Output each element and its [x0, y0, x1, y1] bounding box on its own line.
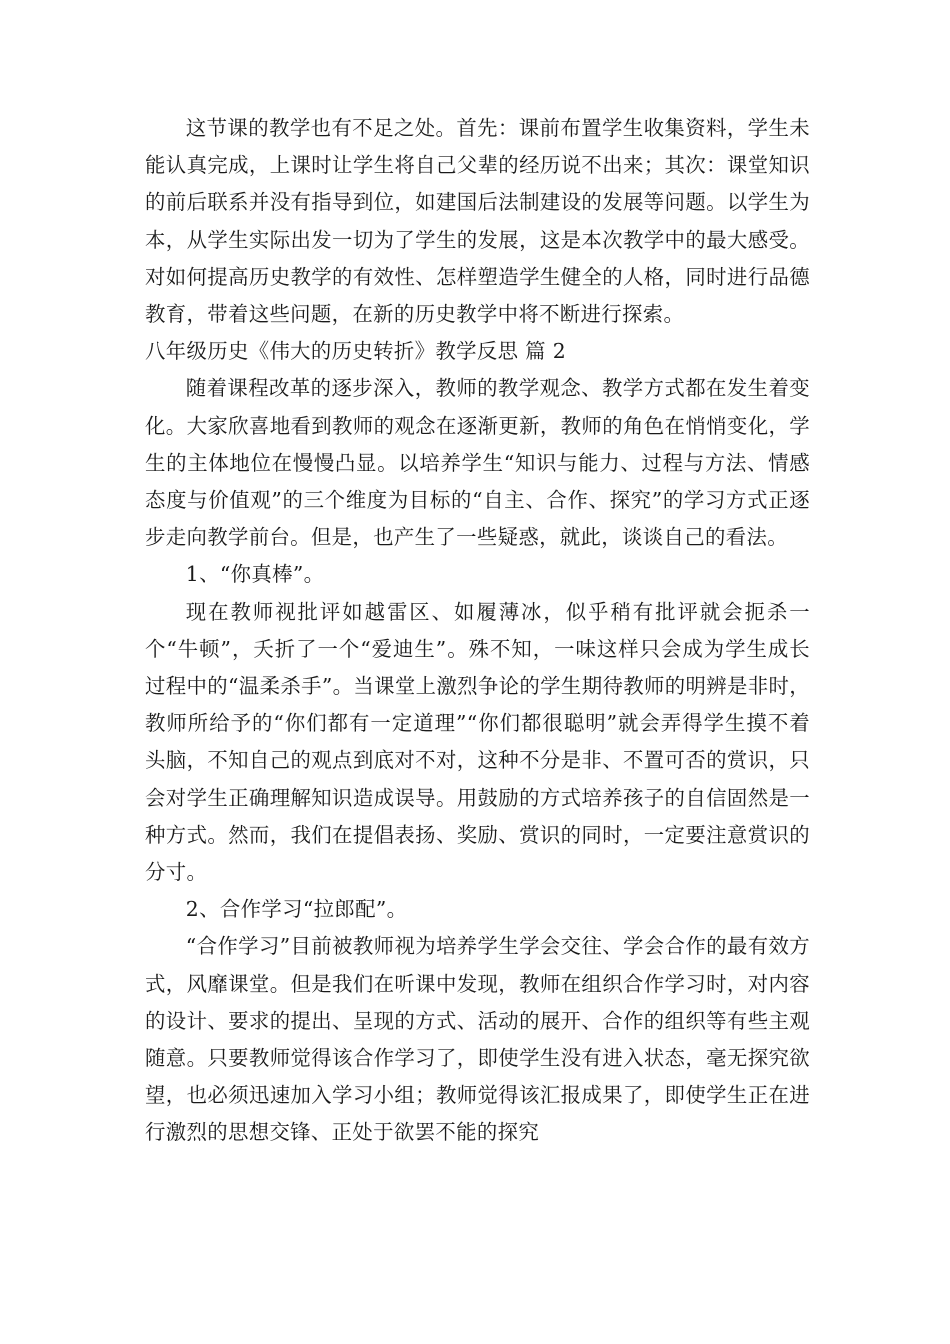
- list-item-heading: 2、合作学习“拉郎配”。: [185, 897, 408, 922]
- paragraph: 现在教师视批评如越雷区、如履薄冰，似乎稍有批评就会扼杀一个“牛顿”，夭折了一个“爱迪生”。殊不知，一味这样只会成为学生成长过程中的“温柔杀手”。当课堂上激烈争论的学生期待教师的明辨是非时，教师所给予的“你们都有一定道理”“你们都很聪明”就会弄得学生摸不着头脑，不知自己的观点到底对不对，这种不分是非、不置可否的赏识，只会对学生正确理解知识造成误导。用鼓励的方式培养孩子的自信固然是一种方式。然而，我们在提倡表扬、奖励、赏识的同时，一定要注意赏识的分寸。: [145, 599, 810, 885]
- list-item-heading: 1、“你真棒”。: [185, 562, 325, 587]
- section-heading: 八年级历史《伟大的历史转折》教学反思 篇 2: [145, 339, 567, 364]
- paragraph: 随着课程改革的逐步深入，教师的教学观念、教学方式都在发生着变化。大家欣喜地看到教师的观念在逐渐更新，教师的角色在悄悄变化，学生的主体地位在慢慢凸显。以培养学生“知识与能力、过程与方法、情感态度与价值观”的三个维度为目标的“自主、合作、探究”的学习方式正逐步走向教学前台。但是，也产生了一些疑惑，就此，谈谈自己的看法。: [145, 376, 810, 550]
- paragraph: 这节课的教学也有不足之处。首先：课前布置学生收集资料，学生未能认真完成，上课时让学生将自己父辈的经历说不出来；其次：课堂知识的前后联系并没有指导到位，如建国后法制建设的发展等问题。以学生为本，从学生实际出发一切为了学生的发展，这是本次教学中的最大感受。对如何提高历史教学的有效性、怎样塑造学生健全的人格，同时进行品德教育，带着这些问题，在新的历史教学中将不断进行探索。: [145, 116, 810, 327]
- document-page: [145, 110, 810, 1152]
- paragraph: “合作学习”目前被教师视为培养学生学会交往、学会合作的最有效方式，风靡课堂。但是我们在听课中发现，教师在组织合作学习时，对内容的设计、要求的提出、呈现的方式、活动的展开、合作的组织等有些主观随意。只要教师觉得该合作学习了，即使学生没有进入状态，毫无探究欲望，也必须迅速加入学习小组；教师觉得该汇报成果了，即使学生正在进行激烈的思想交锋、正处于欲罢不能的探究: [145, 934, 810, 1145]
